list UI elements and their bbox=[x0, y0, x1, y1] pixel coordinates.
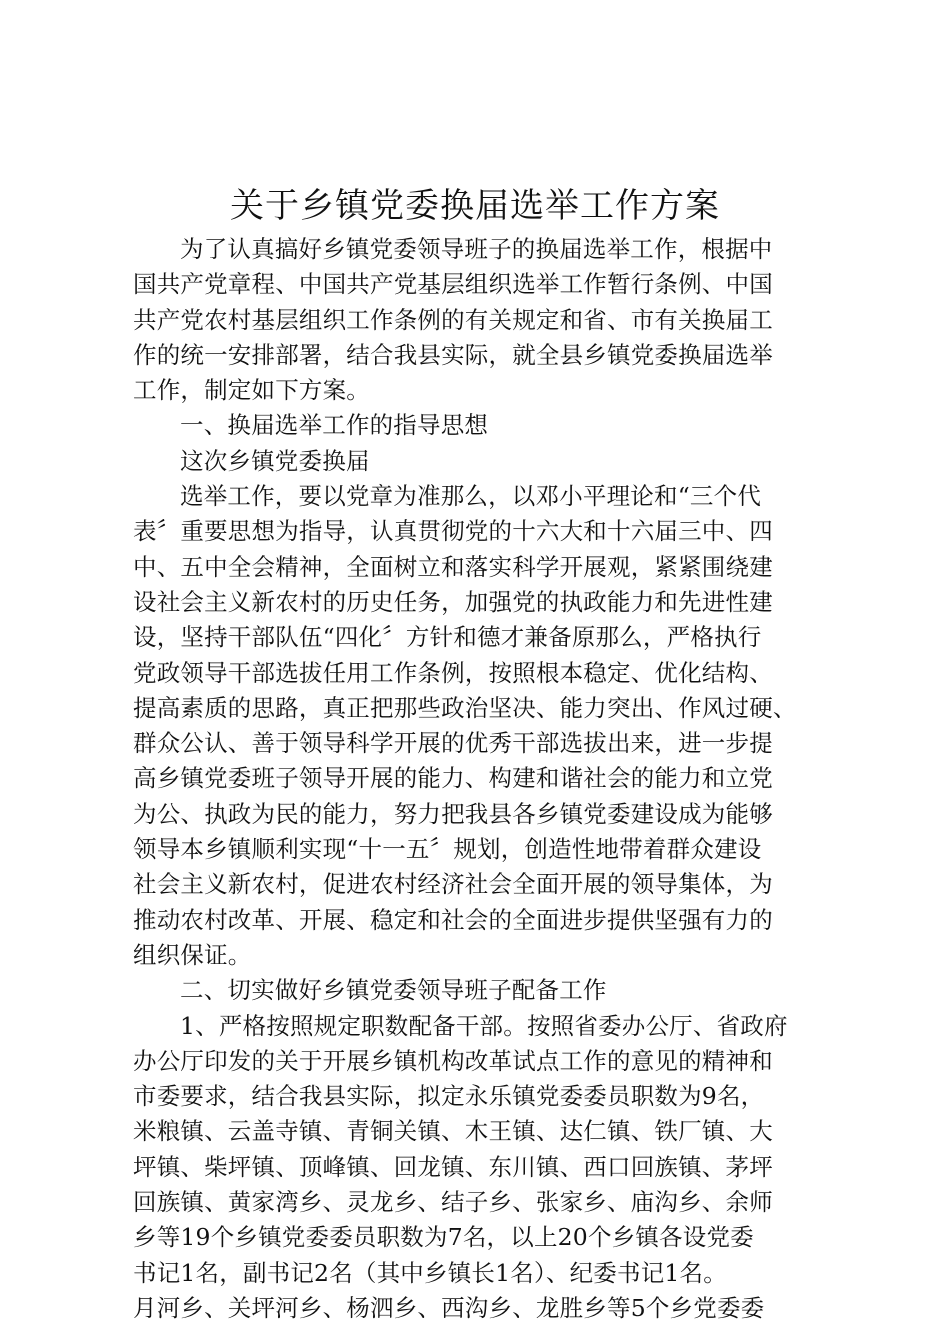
body-line-25: 市委要求，结合我县实际，拟定永乐镇党委委员职数为9名， bbox=[133, 1082, 765, 1111]
body-line-17: 为公、执政为民的能力，努力把我县各乡镇党委建设成为能够 bbox=[133, 799, 773, 828]
document-body bbox=[133, 232, 821, 1326]
body-line-2: 国共产党章程、中国共产党基层组织选举工作暂行条例、中国 bbox=[133, 270, 773, 299]
body-line-28: 回族镇、黄家湾乡、灵龙乡、结子乡、张家乡、庙沟乡、余师 bbox=[133, 1188, 773, 1217]
body-line-20: 推动农村改革、开展、稳定和社会的全面进步提供坚强有力的 bbox=[133, 905, 773, 934]
body-line-9: 表〞重要思想为指导，认真贯彻党的十六大和十六届三中、四 bbox=[133, 517, 773, 546]
body-line-1: 为了认真搞好乡镇党委领导班子的换届选举工作，根据中 bbox=[180, 235, 773, 263]
section-heading-2: 二、切实做好乡镇党委领导班子配备工作 bbox=[180, 976, 607, 1005]
body-line-7: 这次乡镇党委换届 bbox=[180, 446, 370, 475]
body-line-5: 工作，制定如下方案。 bbox=[133, 376, 370, 405]
body-line-30: 书记1名，副书记2名（其中乡镇长1名）、纪委书记1名。 bbox=[133, 1258, 727, 1287]
body-line-15: 群众公认、善于领导科学开展的优秀干部选拔出来，进一步提 bbox=[133, 729, 773, 758]
body-line-8: 选举工作，要以党章为准那么，以邓小平理论和“三个代 bbox=[180, 482, 762, 511]
body-line-4: 作的统一安排部署，结合我县实际，就全县乡镇党委换届选举 bbox=[133, 340, 773, 369]
body-line-14: 提高素质的思路，真正把那些政治坚决、能力突出、作风过硬、 bbox=[133, 693, 797, 722]
body-line-19: 社会主义新农村，促进农村经济社会全面开展的领导集体，为 bbox=[133, 870, 773, 899]
body-line-12: 设，坚持干部队伍“四化〞方针和德才兼备原那么，严格执行 bbox=[133, 623, 762, 652]
body-line-11: 设社会主义新农村的历史任务，加强党的执政能力和先进性建 bbox=[133, 587, 773, 616]
body-line-31: 月河乡、关坪河乡、杨泗乡、西沟乡、龙胜乡等5个乡党委委 bbox=[133, 1293, 765, 1322]
body-line-16: 高乡镇党委班子领导开展的能力、构建和谐社会的能力和立党 bbox=[133, 764, 773, 793]
body-line-23: 1、严格按照规定职数配备干部。按照省委办公厅、省政府 bbox=[180, 1011, 788, 1040]
body-line-29: 乡等19个乡镇党委委员职数为7名，以上20个乡镇各设党委 bbox=[133, 1223, 754, 1252]
body-line-18: 领导本乡镇顺利实现“十一五〞规划，创造性地带着群众建设 bbox=[133, 835, 762, 864]
document-title: 关于乡镇党委换届选举工作方案 bbox=[230, 186, 720, 226]
body-line-13: 党政领导干部选拔任用工作条例，按照根本稳定、优化结构、 bbox=[133, 658, 773, 687]
body-line-24: 办公厅印发的关于开展乡镇机构改革试点工作的意见的精神和 bbox=[133, 1046, 773, 1075]
body-line-21: 组织保证。 bbox=[133, 940, 252, 969]
section-heading-1: 一、换届选举工作的指导思想 bbox=[180, 411, 489, 440]
body-line-10: 中、五中全会精神，全面树立和落实科学开展观，紧紧围绕建 bbox=[133, 552, 773, 581]
body-line-3: 共产党农村基层组织工作条例的有关规定和省、市有关换届工 bbox=[133, 305, 773, 334]
body-line-27: 坪镇、柴坪镇、顶峰镇、回龙镇、东川镇、西口回族镇、茅坪 bbox=[133, 1152, 773, 1181]
body-line-26: 米粮镇、云盖寺镇、青铜关镇、木王镇、达仁镇、铁厂镇、大 bbox=[133, 1117, 773, 1146]
